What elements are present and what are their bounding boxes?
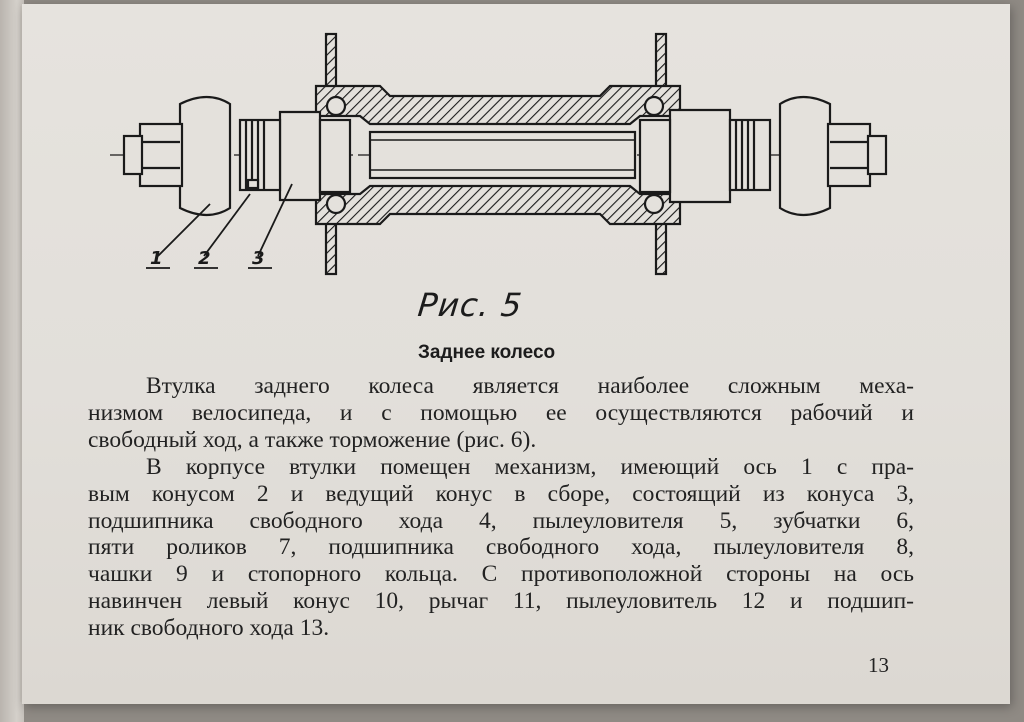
paragraph-2 [88, 454, 914, 642]
callout-1: 1 [150, 248, 163, 269]
text-line: низмом велосипеда, и с помощью ее осуществляются рабочий и [88, 399, 914, 426]
callout-3: 3 [252, 248, 265, 269]
text-line: пяти роликов 7, подшипника свободного хода, пылеуловителя 8, [88, 534, 914, 561]
text-line: свободный ход, а также торможение (рис. 6). [88, 426, 537, 453]
page-number: 13 [868, 653, 889, 677]
text-line: ник свободного хода 13. [88, 614, 330, 641]
text-line: В корпусе втулки помещен механизм, имеющий ось 1 с пра- [146, 454, 914, 480]
section-heading: Заднее колесо [418, 342, 556, 363]
text-line: навинчен левый конус 10, рычаг 11, пылеуловитель 12 и подшип- [88, 587, 914, 614]
text-line: подшипника свободного хода 4, пылеуловителя 5, зубчатки 6, [88, 507, 914, 534]
text-line: вым конусом 2 и ведущий конус в сборе, состоящий из конуса 3, [88, 480, 914, 507]
callout-2: 2 [198, 248, 211, 269]
text-line: чашки 9 и стопорного кольца. С противоположной стороны на ось [88, 561, 914, 588]
text-line: Втулка заднего колеса является наиболее сложным меха- [146, 373, 914, 399]
paragraph-1 [88, 373, 914, 453]
figure-caption: Рис. 5 [416, 286, 525, 324]
rear-hub-drawing [80, 24, 910, 294]
